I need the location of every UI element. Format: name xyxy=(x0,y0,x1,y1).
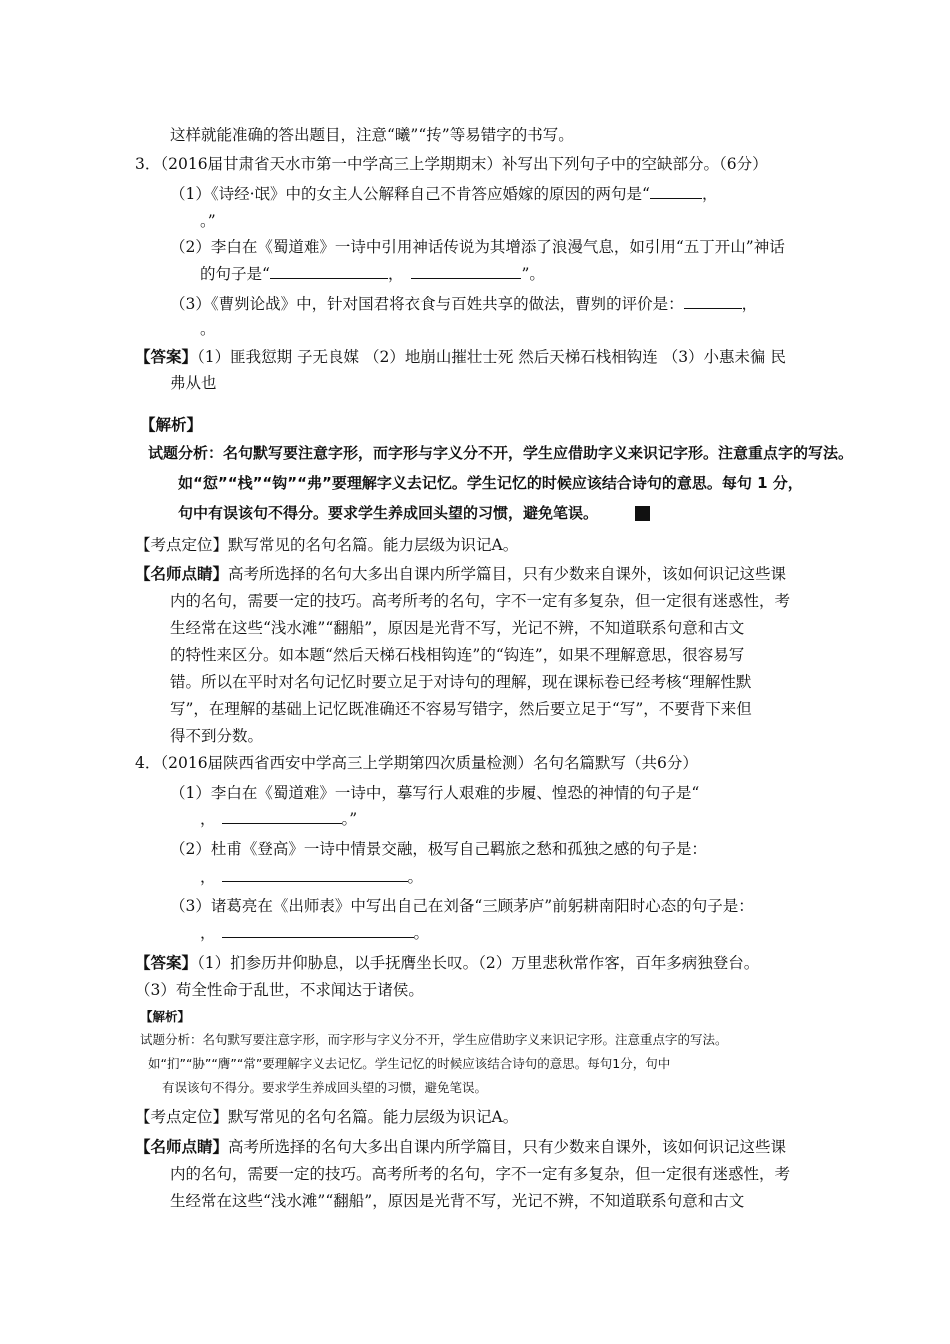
text-line: ， 。 xyxy=(200,868,424,886)
analysis-text: 句中有误该句不得分。要求学生养成回头望的习惯，避免笔误。 xyxy=(178,504,599,522)
teacher-tip-block: 【名师点睛】高考所选择的名句大多出自课内所学篇目，只有少数来自课外，该如何识记这些课 xyxy=(135,564,787,583)
analysis-text: 如“扪”“胁”“膺”“常”要理解字义去记忆。学生记忆的时候应该结合诗句的意思。每句1分，句中 xyxy=(148,1056,671,1071)
analysis-text: 有误该句不得分。要求学生养成回头望的习惯，避免笔误。 xyxy=(162,1080,488,1095)
key-point-block: 【考点定位】默写常见的名句名篇。能力层级为识记A。 xyxy=(135,536,519,554)
text-line: 生经常在这些“浅水滩”“翻船”，原因是光背不写，光记不辨，不知道联系句意和古文 xyxy=(170,1192,745,1210)
analysis-heading: 【解析】 xyxy=(140,416,203,434)
question-3-item-1: （1）《诗经·氓》中的女主人公解释自己不肯答应婚嫁的原因的两句是“ ， xyxy=(170,185,718,203)
text-line: ， 。 xyxy=(200,924,430,942)
text-line: 这样就能准确的答出题目，注意“曦”“抟”等易错字的书写。 xyxy=(170,126,574,144)
teacher-tip-block: 【名师点睛】高考所选择的名句大多出自课内所学篇目，只有少数来自课外，该如何识记这些课 xyxy=(135,1137,787,1156)
question-4-heading: 4．（2016届陕西省西安中学高三上学期第四次质量检测）名句名篇默写（共6分） xyxy=(135,754,698,772)
question-4-item-2: （2）杜甫《登高》一诗中情景交融，极写自己羁旅之愁和孤独之感的句子是： xyxy=(170,840,707,858)
answer-blank xyxy=(222,809,342,824)
text-line: 生经常在这些“浅水滩”“翻船”，原因是光背不写，光记不辨，不知道联系句意和古文 xyxy=(170,619,745,637)
text-line: 错。所以在平时对名句记忆时要立足于对诗句的理解，现在课标卷已经考核“理解性默 xyxy=(170,673,752,691)
black-square-mark xyxy=(635,506,650,521)
text-line: 得不到分数。 xyxy=(170,727,264,745)
text-line: ， 。” xyxy=(200,810,358,828)
text-line: 弗从也 xyxy=(170,374,217,392)
text-line: 写”，在理解的基础上记忆既准确还不容易写错字，然后要立足于“写”，不要背下来但 xyxy=(170,700,752,718)
analysis-text: 如“愆”“栈”“钩”“弗”要理解字义去记忆。学生记忆的时候应该结合诗句的意思。每句 1 分， xyxy=(178,474,803,492)
answer-block: 【答案】（1）扪参历井仰胁息，以手抚膺坐长叹。（2）万里悲秋常作客，百年多病独登台。 xyxy=(135,953,760,972)
question-4-item-3: （3）诸葛亮在《出师表》中写出自己在刘备“三顾茅庐”前躬耕南阳时心态的句子是： xyxy=(170,897,754,915)
text-line: 的特性来区分。如本题“然后天梯石栈相钩连”的“钩连”，如果不理解意思，很容易写 xyxy=(170,646,745,664)
text-line: 。 xyxy=(200,320,216,338)
question-3-item-3: （3）《曹刿论战》中，针对国君将衣食与百姓共享的做法，曹刿的评价是： ， xyxy=(170,295,758,313)
question-3-heading: 3．（2016届甘肃省天水市第一中学高三上学期期末）补写出下列句子中的空缺部分。（6分） xyxy=(135,155,768,173)
text-line: （3）苟全性命于乱世，不求闻达于诸侯。 xyxy=(135,981,424,999)
key-point-block: 【考点定位】默写常见的名句名篇。能力层级为识记A。 xyxy=(135,1108,519,1126)
text-line: 内的名句，需要一定的技巧。高考所考的名句，字不一定有多复杂，但一定很有迷惑性，考 xyxy=(170,592,791,610)
answer-blank xyxy=(270,264,388,279)
text-line: 内的名句，需要一定的技巧。高考所考的名句，字不一定有多复杂，但一定很有迷惑性，考 xyxy=(170,1165,791,1183)
answer-block: 【答案】（1）匪我愆期 子无良媒 （2）地崩山摧壮士死 然后天梯石栈相钩连 （3）小惠未徧 民 xyxy=(135,347,786,366)
text-line: 。” xyxy=(200,212,216,230)
answer-blank xyxy=(222,923,414,938)
analysis-text: 试题分析：名句默写要注意字形，而字形与字义分不开，学生应借助字义来识记字形。注意重点字的写法。 xyxy=(148,444,854,462)
answer-blank xyxy=(222,867,408,882)
question-3-item-2: （2）李白在《蜀道难》一诗中引用神话传说为其增添了浪漫气息，如引用“五丁开山”神话 xyxy=(170,238,785,256)
analysis-text: 试题分析：名句默写要注意字形，而字形与字义分不开，学生应借助字义来识记字形。注意重点字的写法。 xyxy=(140,1032,728,1047)
answer-blank xyxy=(411,264,521,279)
answer-blank xyxy=(650,184,702,199)
answer-blank xyxy=(684,294,742,309)
text-line: 的句子是“ ， ”。 xyxy=(200,265,545,283)
analysis-heading: 【解析】 xyxy=(140,1009,191,1024)
question-4-item-1: （1）李白在《蜀道难》一诗中，摹写行人艰难的步履、惶恐的神情的句子是“ xyxy=(170,784,700,802)
